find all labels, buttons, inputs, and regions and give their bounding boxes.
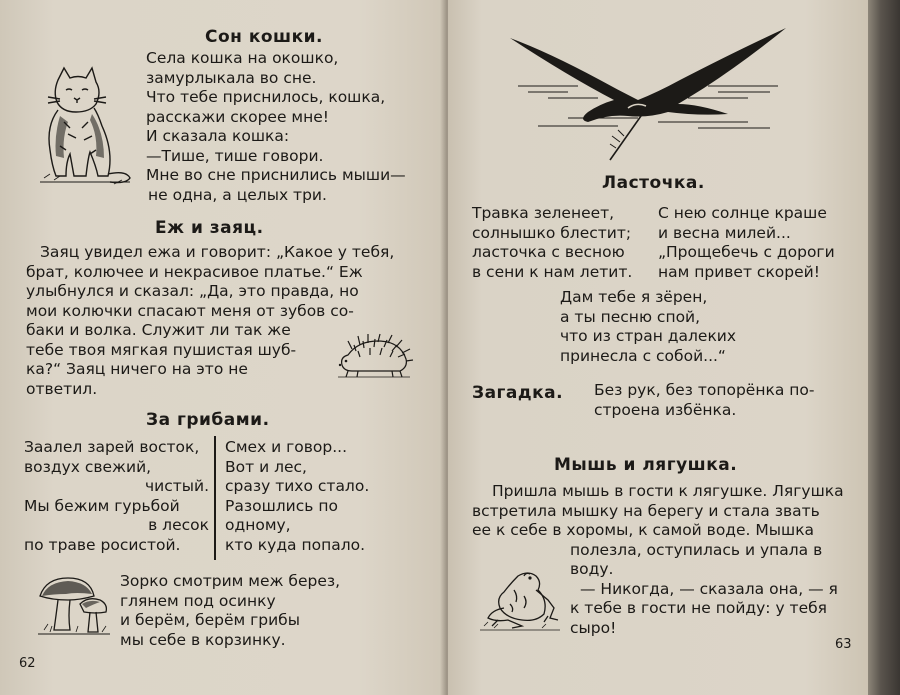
text-line: принесла с собой...“	[560, 346, 726, 365]
text-line: одному,	[225, 516, 291, 534]
text-line: И сказала кошка:	[146, 127, 290, 145]
text-line: в лесок	[148, 516, 209, 534]
text-line: Вот и лес,	[225, 457, 307, 476]
text-line: ответил.	[26, 379, 98, 398]
text-line: нам привет скорей!	[658, 262, 820, 281]
text-line: тебе твоя мягкая пушистая шуб-	[26, 340, 297, 359]
text-line: а ты песню спой,	[560, 307, 701, 326]
text-line: сразу тихо стало.	[225, 477, 370, 495]
text-line: мы себе в корзинку.	[120, 630, 286, 649]
text-line: солнышко блестит;	[472, 223, 632, 242]
text-line: Дам тебе я зёрен,	[560, 288, 708, 306]
text-line: Мы бежим гурьбой	[24, 496, 180, 515]
column-divider	[214, 436, 216, 560]
text-line: строена избёнка.	[594, 400, 737, 419]
text-line: ка?“ Заяц ничего на это не	[26, 360, 248, 378]
story-title-mouse-frog: Мышь и лягушка.	[554, 455, 738, 475]
text-line: по траве росистой.	[24, 535, 181, 554]
poem-mushrooms-ending	[120, 572, 340, 650]
book-edge	[868, 0, 900, 695]
text-line: С нею солнце краше	[658, 204, 827, 222]
text-line: не одна, а целых три.	[148, 185, 327, 204]
text-line: Заяц увидел ежа и говорит: „Какое у тебя,	[40, 243, 395, 261]
text-line: „Прощебечь с дороги	[658, 243, 835, 261]
page-number: 63	[835, 637, 852, 652]
right-page	[448, 0, 868, 695]
text-line: Что тебе приснилось, кошка,	[146, 88, 386, 106]
text-line: Смех и говор...	[225, 438, 348, 456]
frog-illustration	[478, 566, 562, 636]
text-line: воду.	[570, 560, 614, 578]
text-line: Без рук, без топорёнка по-	[594, 381, 815, 399]
poem-mushrooms-left-column	[24, 438, 209, 555]
text-line: мои колючки спасают меня от зубов со-	[26, 301, 354, 320]
poem-swallow-ending	[560, 288, 736, 366]
text-line: сыро!	[570, 618, 617, 637]
riddle-label: Загадка.	[472, 383, 564, 403]
left-page	[0, 0, 448, 695]
text-line: Мне во сне приснились мыши—	[146, 166, 406, 184]
text-line: —Тише, тише говори.	[146, 146, 324, 165]
story-title-hedgehog: Еж и заяц.	[155, 218, 264, 238]
page-number: 62	[19, 656, 36, 671]
text-line: чистый.	[144, 477, 209, 495]
text-line: улыбнулся и сказал: „Да, это правда, но	[26, 282, 359, 300]
text-line: и берём, берём грибы	[120, 611, 300, 629]
poem-swallow-left-column	[472, 204, 632, 282]
text-line: полезла, оступилась и упала в	[570, 540, 823, 559]
text-line: брат, колючее и некрасивое платье.“ Еж	[26, 262, 363, 281]
poem-title-swallow: Ласточка.	[602, 173, 705, 193]
text-line: глянем под осинку	[120, 591, 276, 610]
text-line: Зорко смотрим меж берез,	[120, 572, 341, 590]
hedgehog-illustration	[334, 333, 414, 381]
text-line: Разошлись по	[225, 496, 338, 515]
poem-swallow-right-column	[658, 204, 835, 282]
text-line: кто куда попало.	[225, 535, 366, 554]
text-line: ее к себе в хоромы, к самой воде. Мышка	[472, 521, 815, 539]
text-line: расскажи скорее мне!	[146, 107, 329, 126]
riddle-text	[594, 381, 814, 420]
text-line: и весна милей...	[658, 223, 791, 242]
text-line: в сени к нам летит.	[472, 262, 633, 281]
text-line: воздух свежий,	[24, 457, 152, 476]
text-line: Пришла мышь в гости к лягушке. Лягушка	[492, 482, 844, 500]
text-line: ласточка с весною	[472, 243, 625, 261]
poem-title-cat: Сон кошки.	[205, 27, 323, 47]
mushroom-illustration	[36, 574, 112, 640]
text-line: Заалел зарей восток,	[24, 438, 200, 456]
text-line: встретила мышку на берегу и стала звать	[472, 501, 820, 520]
cat-illustration	[30, 66, 138, 188]
text-line: Травка зеленеет,	[472, 204, 615, 222]
text-line: что из стран далеких	[560, 327, 737, 345]
poem-cat-text	[146, 49, 436, 205]
text-line: баки и волка. Служит ли так же	[26, 321, 291, 339]
text-line: к тебе в гости не пойду: у тебя	[570, 599, 827, 617]
text-line: Села кошка на окошко,	[146, 49, 339, 67]
poem-mushrooms-right-column	[225, 438, 369, 555]
swallow-illustration	[508, 22, 788, 162]
text-line: замурлыкала во сне.	[146, 68, 317, 87]
poem-title-mushrooms: За грибами.	[146, 410, 270, 430]
text-line: — Никогда, — сказала она, — я	[580, 579, 838, 598]
